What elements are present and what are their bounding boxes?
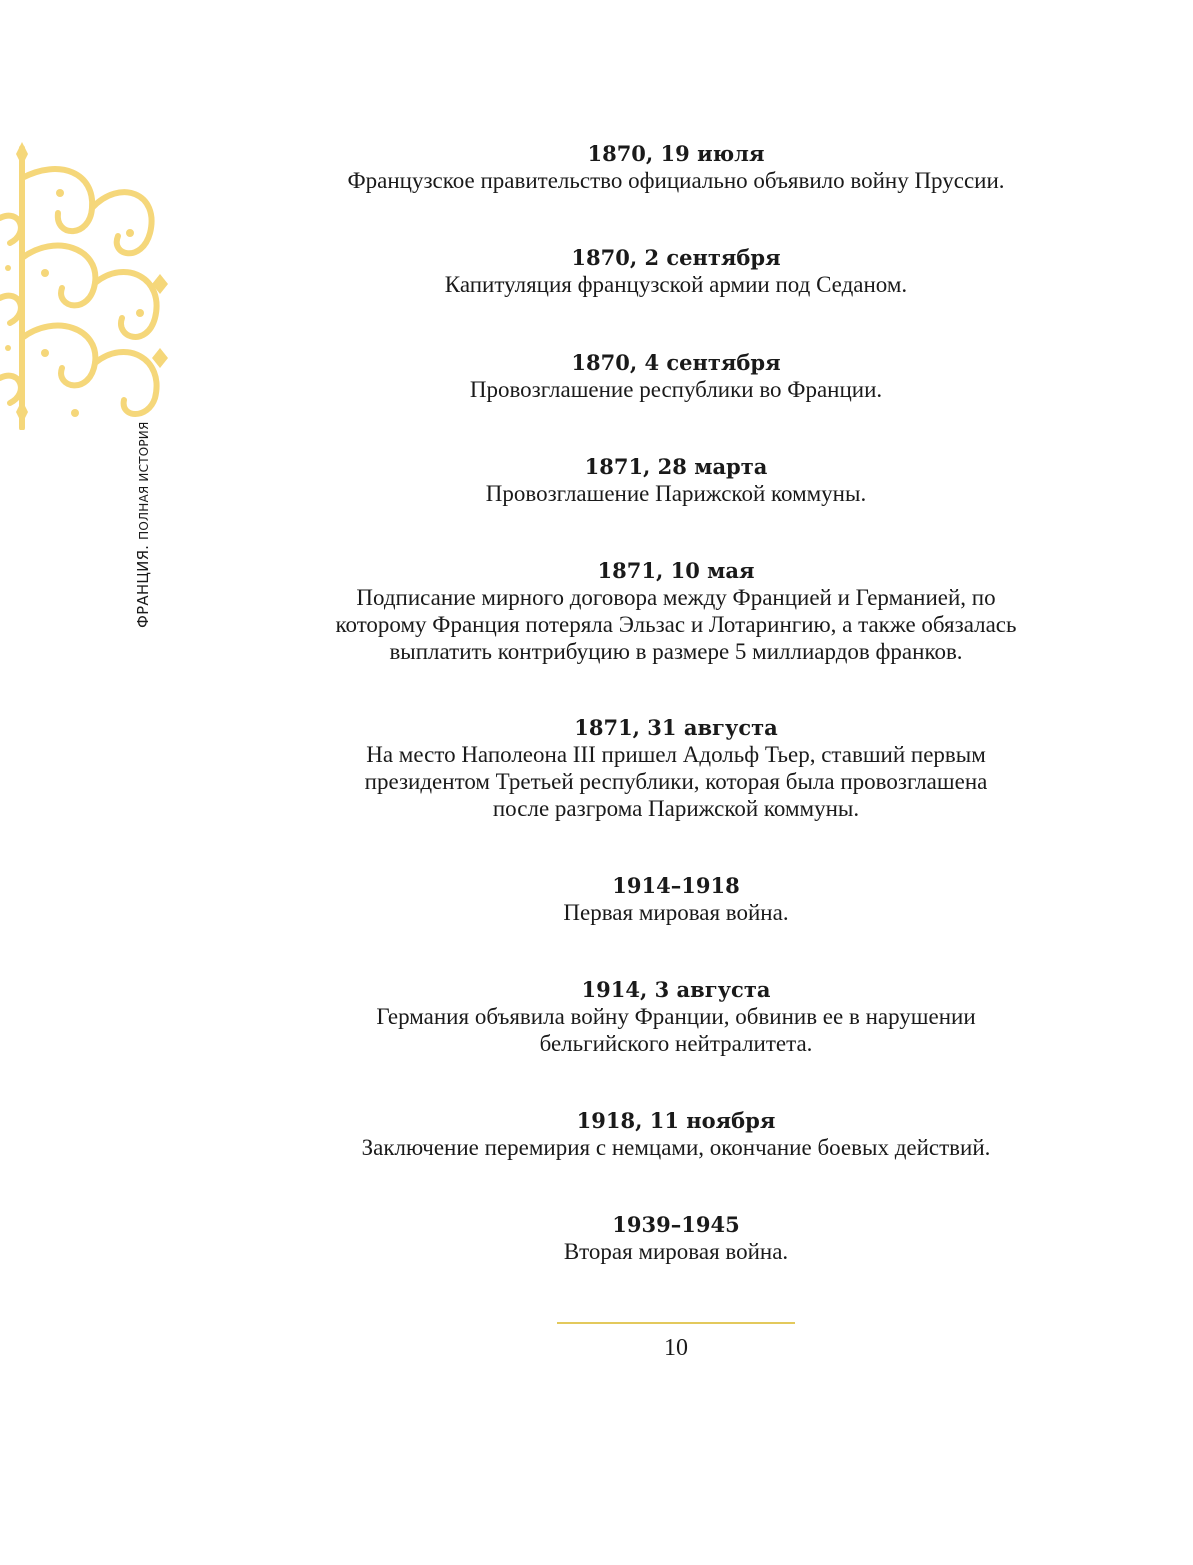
entry-description-line: после разгрома Парижской коммуны. <box>492 796 860 821</box>
entry-description-line: Провозглашение Парижской коммуны. <box>485 481 867 506</box>
timeline-entry <box>291 714 1061 822</box>
floral-ornament-icon <box>0 138 172 430</box>
running-head <box>134 421 152 628</box>
entry-date: 1914, 3 августа <box>581 977 771 1002</box>
timeline-entry <box>291 349 1061 403</box>
entry-date: 1871, 10 мая <box>597 558 755 583</box>
entry-description-line: Первая мировая война. <box>563 900 789 925</box>
timeline-entry <box>291 1211 1061 1265</box>
entry-date: 1914–1918 <box>612 873 740 898</box>
entry-description-line: Французское правительство официально объявило войну Пруссии. <box>347 168 1005 193</box>
timeline-entry <box>291 453 1061 507</box>
book-subtitle: ПОЛНАЯ ИСТОРИЯ <box>137 421 151 540</box>
entry-description-line: Германия объявила войну Франции, обвинив ее в нарушении <box>376 1004 976 1029</box>
entry-date: 1871, 28 марта <box>584 454 768 479</box>
entry-description-line: Подписание мирного договора между Францией и Германией, по <box>356 585 996 610</box>
entry-description-line: которому Франция потеряла Эльзас и Лотарингию, а также обязалась <box>335 612 1017 637</box>
entry-description-line: Вторая мировая война. <box>563 1239 789 1264</box>
entry-description-line: На место Наполеона III пришел Адольф Тьер, ставший первым <box>366 742 986 767</box>
entry-date: 1871, 31 августа <box>574 715 778 740</box>
entry-description-line: президентом Третьей республики, которая была провозглашена <box>364 769 988 794</box>
timeline-entry <box>291 140 1061 194</box>
entry-date: 1918, 11 ноября <box>576 1108 776 1133</box>
entry-description-line: бельгийского нейтралитета. <box>539 1031 813 1056</box>
entry-description-line: Заключение перемирия с немцами, окончание боевых действий. <box>361 1135 991 1160</box>
entry-date: 1939–1945 <box>612 1212 740 1237</box>
footer-divider <box>557 1322 795 1324</box>
timeline-entry <box>291 557 1061 665</box>
entry-description-line: выплатить контрибуцию в размере 5 миллиардов франков. <box>389 639 963 664</box>
timeline-entry <box>291 1107 1061 1161</box>
entry-date: 1870, 4 сентября <box>571 350 781 375</box>
timeline-entry <box>291 244 1061 298</box>
entry-date: 1870, 19 июля <box>587 141 765 166</box>
timeline-entry <box>291 872 1061 926</box>
book-title: ФРАНЦИЯ. <box>134 544 152 628</box>
entry-description-line: Капитуляция французской армии под Седаном. <box>444 272 908 297</box>
entry-date: 1870, 2 сентября <box>571 245 781 270</box>
page-number: 10 <box>664 1335 688 1361</box>
entry-description-line: Провозглашение республики во Франции. <box>469 377 883 402</box>
timeline-entry <box>291 976 1061 1057</box>
